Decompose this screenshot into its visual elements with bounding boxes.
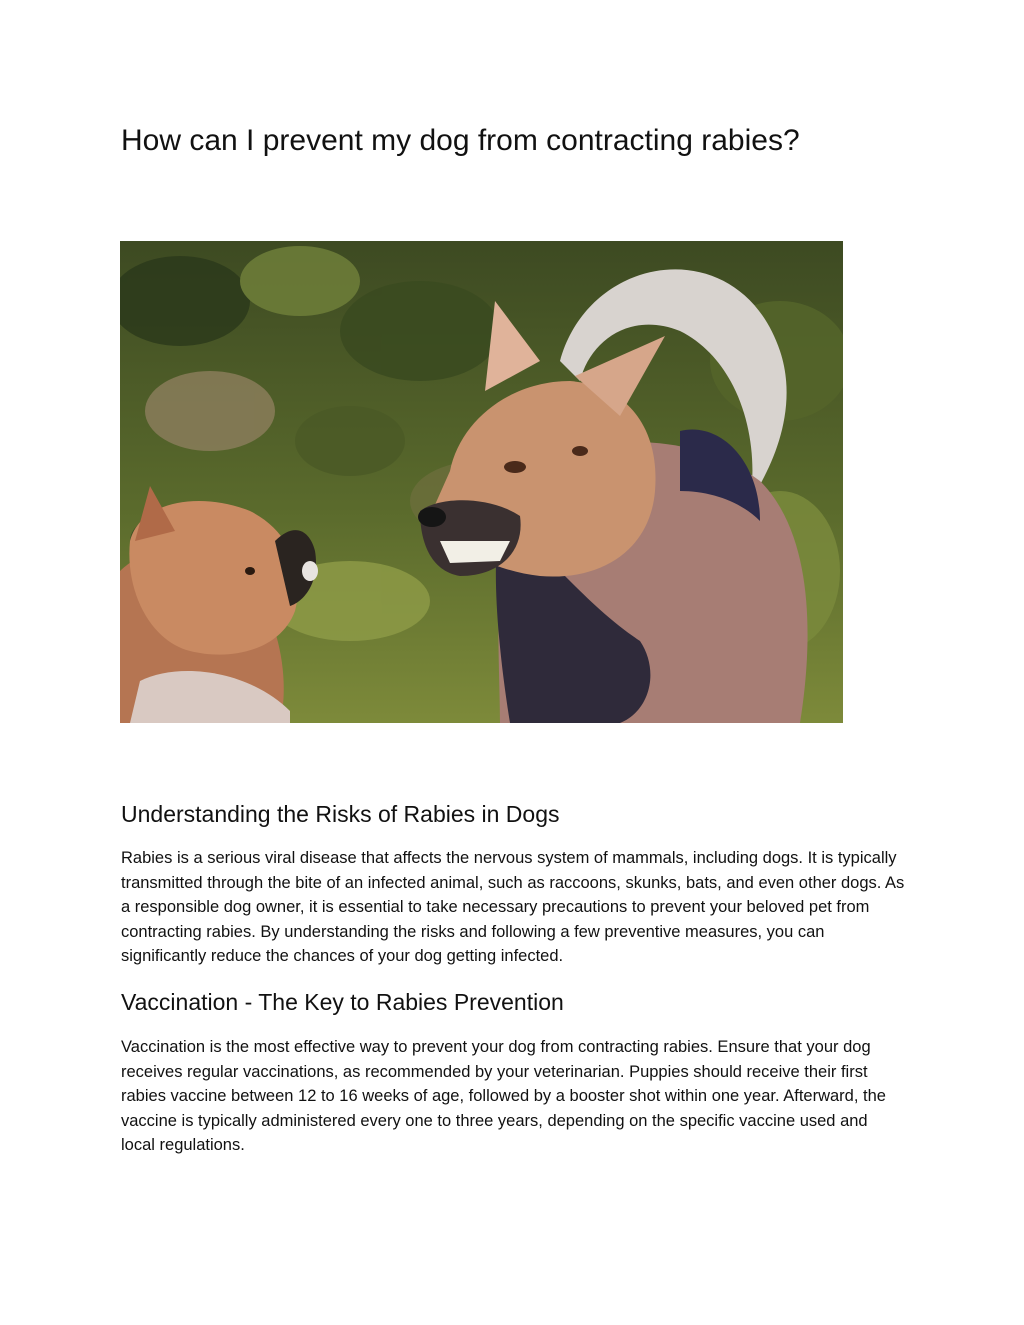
section-heading-risks: Understanding the Risks of Rabies in Dogs (121, 801, 560, 827)
section-heading-vaccination: Vaccination - The Key to Rabies Prevention (121, 989, 564, 1015)
section-body-vaccination: Vaccination is the most effective way to prevent your dog from contracting rabies. Ensure that your dog receives regular vaccinations, as recommended by your veterinarian. Puppies should receive their first rabies vaccine between 12 to 16 weeks of age, followed by a booster shot within one year. Afterward, the vaccine is typically administered every one to three years, depending on the specific vaccine used and local regulations. (121, 1038, 886, 1155)
dogs-photo (120, 241, 843, 723)
section-body-risks: Rabies is a serious viral disease that affects the nervous system of mammals, including dogs. It is typically transmitted through the bite of an infected animal, such as raccoons, skunks, bats, and even other dogs. As a responsible dog owner, it is essential to take necessary precautions to prevent your beloved pet from contracting rabies. By understanding the risks and following a few preventive measures, you can significantly reduce the chances of your dog getting infected. (121, 849, 905, 966)
page-title: How can I prevent my dog from contracting rabies? (121, 124, 800, 157)
